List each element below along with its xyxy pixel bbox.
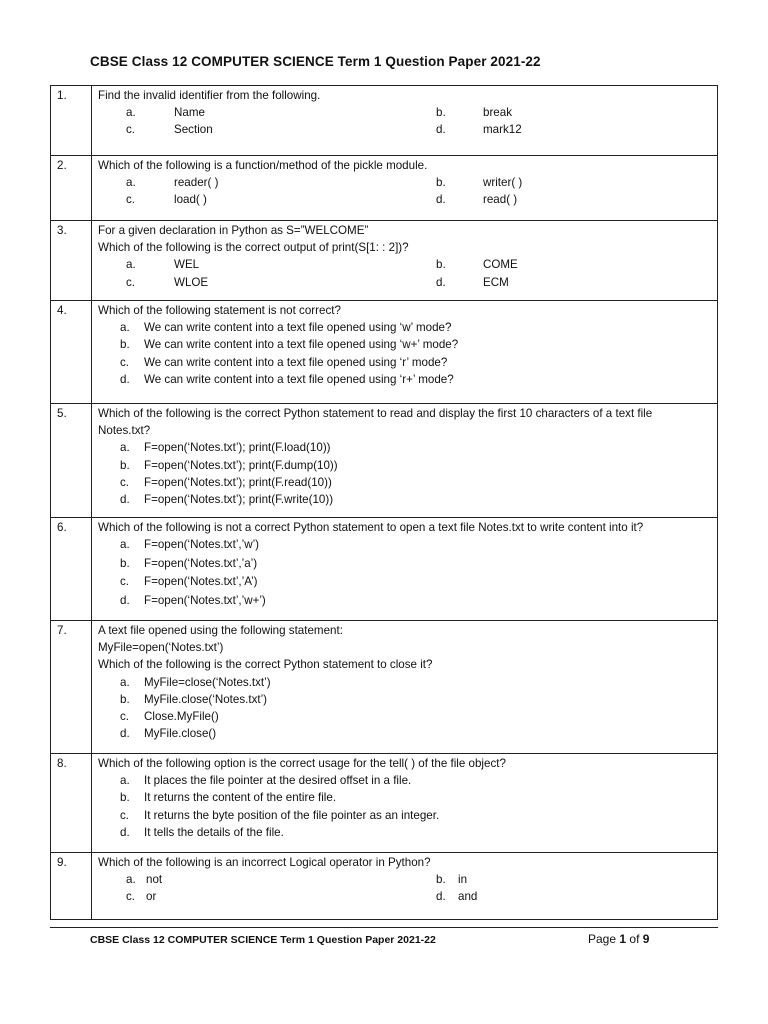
footer-title: CBSE Class 12 COMPUTER SCIENCE Term 1 Question Paper 2021-22 bbox=[90, 934, 436, 946]
option-row bbox=[98, 491, 713, 508]
option-row bbox=[98, 354, 713, 371]
option-text: F=open(‘Notes.txt’); print(F.load(10)) bbox=[144, 441, 331, 455]
option-text: F=open(‘Notes.txt’); print(F.write(10)) bbox=[144, 492, 334, 506]
option-text: F=open(‘Notes.txt’,’a’) bbox=[144, 556, 258, 570]
option-text: We can write content into a text file opened using ‘r’ mode? bbox=[144, 355, 448, 369]
option-text: ECM bbox=[483, 275, 509, 289]
option-text: Section bbox=[174, 123, 213, 137]
option-letter: c. bbox=[120, 475, 130, 489]
page-word: Page bbox=[588, 932, 617, 946]
of-word: of bbox=[629, 932, 640, 946]
option-row bbox=[98, 457, 713, 474]
option-row bbox=[98, 725, 713, 742]
question-text: Which of the following is an incorrect Logical operator in Python? bbox=[98, 856, 431, 869]
option-text: MyFile.close() bbox=[144, 727, 217, 741]
question-table bbox=[50, 85, 718, 920]
option-text: MyFile=close(‘Notes.txt’) bbox=[144, 675, 271, 689]
option-row bbox=[98, 274, 713, 291]
option-text: F=open(‘Notes.txt’); print(F.dump(10)) bbox=[144, 458, 338, 472]
question-text: Which of the following is the correct Python statement to read and display the first 10 characters of a text file bbox=[98, 407, 653, 420]
question-row bbox=[51, 404, 718, 518]
option-row bbox=[98, 824, 713, 841]
option-letter: d. bbox=[436, 123, 446, 137]
question-number: 1. bbox=[51, 86, 92, 156]
option-text: in bbox=[458, 873, 468, 887]
question-body bbox=[92, 86, 718, 156]
option-text: read( ) bbox=[483, 193, 518, 207]
option-row bbox=[98, 555, 713, 574]
question-number: 4. bbox=[51, 301, 92, 404]
question-body bbox=[92, 853, 718, 920]
question-body bbox=[92, 301, 718, 404]
option-text: We can write content into a text file opened using ‘w’ mode? bbox=[144, 321, 452, 335]
option-row bbox=[98, 789, 713, 806]
option-letter: b. bbox=[120, 791, 130, 805]
option-row bbox=[98, 871, 713, 888]
question-text: Which of the following is not a correct Python statement to open a text file Notes.txt to write content into it? bbox=[98, 521, 644, 534]
option-letter: a. bbox=[120, 675, 130, 689]
option-letter: c. bbox=[126, 275, 136, 289]
question-body bbox=[92, 518, 718, 621]
page-total: 9 bbox=[642, 932, 650, 946]
option-letter: a. bbox=[120, 538, 130, 552]
question-row bbox=[51, 221, 718, 301]
option-text: Name bbox=[174, 106, 205, 120]
question-row bbox=[51, 86, 718, 156]
option-row bbox=[98, 573, 713, 592]
option-letter: d. bbox=[120, 825, 130, 839]
option-row bbox=[98, 772, 713, 789]
option-text: not bbox=[146, 873, 163, 887]
option-text: and bbox=[458, 890, 478, 904]
question-text: Notes.txt? bbox=[98, 424, 151, 438]
option-text: mark12 bbox=[483, 123, 522, 137]
question-row bbox=[51, 853, 718, 920]
option-row bbox=[98, 888, 713, 905]
option-letter: c. bbox=[126, 890, 136, 904]
footer-divider bbox=[50, 927, 718, 928]
option-row bbox=[98, 104, 713, 121]
question-body bbox=[92, 221, 718, 301]
question-row bbox=[51, 518, 718, 621]
question-number: 8. bbox=[51, 754, 92, 853]
question-number: 5. bbox=[51, 404, 92, 518]
question-text: Which of the following is the correct output of print(S[1: : 2])? bbox=[98, 241, 409, 255]
option-text: or bbox=[146, 890, 157, 904]
option-text: MyFile.close(‘Notes.txt’) bbox=[144, 692, 268, 706]
option-letter: d. bbox=[436, 890, 446, 904]
question-body bbox=[92, 754, 718, 853]
option-row bbox=[98, 807, 713, 824]
option-text: reader( ) bbox=[174, 176, 219, 190]
question-text: Which of the following option is the correct usage for the tell( ) of the file object? bbox=[98, 757, 506, 770]
option-text: break bbox=[483, 106, 513, 120]
option-row bbox=[98, 174, 713, 191]
option-row bbox=[98, 708, 713, 725]
question-row bbox=[51, 156, 718, 221]
option-text: F=open(‘Notes.txt’,’w+’) bbox=[144, 593, 266, 607]
question-body bbox=[92, 404, 718, 518]
option-letter: b. bbox=[120, 458, 130, 472]
option-row bbox=[98, 691, 713, 708]
question-number: 7. bbox=[51, 621, 92, 754]
question-text: Which of the following is a function/method of the pickle module. bbox=[98, 159, 428, 172]
option-text: WLOE bbox=[174, 275, 209, 289]
option-row bbox=[98, 336, 713, 353]
option-letter: b. bbox=[436, 873, 446, 887]
option-letter: b. bbox=[120, 692, 130, 706]
option-row bbox=[98, 674, 713, 691]
option-text: WEL bbox=[174, 258, 200, 272]
option-letter: a. bbox=[120, 441, 130, 455]
option-letter: d. bbox=[120, 727, 130, 741]
option-row bbox=[98, 371, 713, 388]
question-text: A text file opened using the following statement: bbox=[98, 624, 343, 637]
option-letter: a. bbox=[126, 106, 136, 120]
page-current: 1 bbox=[619, 932, 627, 946]
option-text: writer( ) bbox=[483, 176, 523, 190]
option-letter: a. bbox=[126, 873, 136, 887]
option-row bbox=[98, 319, 713, 336]
option-row bbox=[98, 121, 713, 138]
option-text: It returns the content of the entire file. bbox=[144, 791, 337, 805]
option-letter: c. bbox=[120, 808, 130, 822]
option-text: F=open(‘Notes.txt’,’w’) bbox=[144, 538, 260, 552]
option-letter: c. bbox=[120, 575, 130, 589]
option-letter: b. bbox=[120, 338, 130, 352]
option-text: load( ) bbox=[174, 193, 207, 207]
question-row bbox=[51, 621, 718, 754]
question-text: MyFile=open(‘Notes.txt’) bbox=[98, 641, 224, 655]
option-text: It places the file pointer at the desired offset in a file. bbox=[144, 774, 412, 788]
question-body bbox=[92, 156, 718, 221]
option-text: F=open(‘Notes.txt’,’A’) bbox=[144, 575, 258, 589]
option-row bbox=[98, 439, 713, 456]
option-row bbox=[98, 536, 713, 555]
question-text: Find the invalid identifier from the following. bbox=[98, 89, 321, 102]
page-title: CBSE Class 12 COMPUTER SCIENCE Term 1 Question Paper 2021-22 bbox=[90, 54, 541, 69]
option-letter: a. bbox=[120, 774, 130, 788]
question-number: 9. bbox=[51, 853, 92, 920]
question-text: For a given declaration in Python as S=”WELCOME” bbox=[98, 224, 369, 237]
page-number bbox=[588, 932, 649, 946]
option-letter: c. bbox=[120, 709, 130, 723]
option-letter: d. bbox=[120, 593, 130, 607]
option-letter: d. bbox=[436, 275, 446, 289]
option-text: We can write content into a text file opened using ‘w+’ mode? bbox=[144, 338, 459, 352]
option-text: COME bbox=[483, 258, 518, 272]
option-letter: a. bbox=[126, 258, 136, 272]
option-letter: d. bbox=[120, 492, 130, 506]
question-number: 6. bbox=[51, 518, 92, 621]
option-row bbox=[98, 474, 713, 491]
question-row bbox=[51, 754, 718, 853]
option-row bbox=[98, 256, 713, 273]
option-text: We can write content into a text file opened using ‘r+’ mode? bbox=[144, 372, 454, 386]
option-letter: d. bbox=[436, 193, 446, 207]
option-letter: c. bbox=[120, 355, 130, 369]
option-letter: c. bbox=[126, 123, 136, 137]
option-row bbox=[98, 592, 713, 611]
question-number: 2. bbox=[51, 156, 92, 221]
option-letter: b. bbox=[120, 556, 130, 570]
option-letter: b. bbox=[436, 176, 446, 190]
option-letter: c. bbox=[126, 193, 136, 207]
option-text: It returns the byte position of the file pointer as an integer. bbox=[144, 808, 440, 822]
option-letter: d. bbox=[120, 372, 130, 386]
option-letter: a. bbox=[120, 321, 130, 335]
option-letter: b. bbox=[436, 106, 446, 120]
option-text: It tells the details of the file. bbox=[144, 825, 284, 839]
question-body bbox=[92, 621, 718, 754]
option-row bbox=[98, 191, 713, 208]
option-text: Close.MyFile() bbox=[144, 709, 219, 723]
question-text: Which of the following is the correct Python statement to close it? bbox=[98, 658, 433, 672]
option-letter: b. bbox=[436, 258, 446, 272]
question-text: Which of the following statement is not correct? bbox=[98, 304, 341, 317]
option-text: F=open(‘Notes.txt’); print(F.read(10)) bbox=[144, 475, 332, 489]
question-row bbox=[51, 301, 718, 404]
option-letter: a. bbox=[126, 176, 136, 190]
question-number: 3. bbox=[51, 221, 92, 301]
